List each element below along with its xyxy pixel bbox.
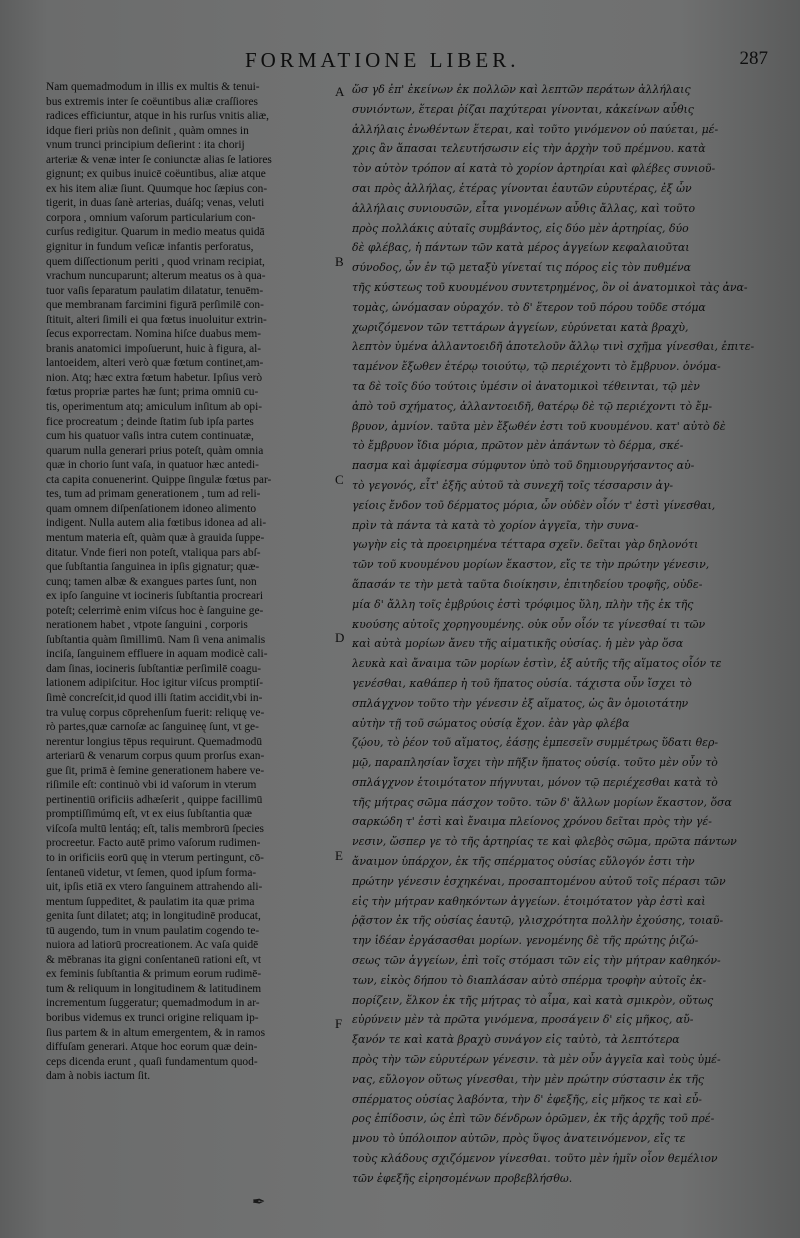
running-title: FORMATIONE LIBER.	[245, 48, 520, 72]
greek-line: την ἰδέαν ἐργάσασθαι μορίων. γενομένης δὲ τῆς πρώτης ῥιζώ-	[352, 934, 699, 948]
greek-line: σπέρματος οὐσίας λαβόντα, τὴν δ' ἐφεξῆς, εἰς μῆκος τε καὶ εὖ-	[352, 1092, 702, 1106]
latin-line: poteſt; celerrimè enim viſcus hoc è ſanguine ge-	[46, 604, 264, 617]
greek-line: τῆς μήτρας σῶμα πάσχον τοῦτο. τῶν δ' ἄλλων μορίων ἕκαστον, ὅσα	[352, 795, 732, 809]
latin-line: boribus videmus ex trunci origine reliquam ip-	[46, 1012, 259, 1024]
latin-line: cunq; tamen albæ & exangues partes ſunt, non	[46, 575, 257, 588]
greek-line: ἄναιμον ὑπάρχον, ἐκ τῆς σπέρματος οὐσίας εὔλογόν ἐστι τὴν	[352, 855, 695, 869]
latin-line: radices efficiuntur, atque in his rurſus vnitis aliæ,	[46, 110, 269, 123]
greek-line: εὐρύνειν μὲν τὰ πρῶτα γινόμενα, προσάγειν δ' εἰς μῆκος, αὔ-	[352, 1013, 694, 1027]
margin-letter-c: C	[335, 472, 344, 487]
latin-line: tum & reliquum in longitudinem & latitudinem	[46, 982, 262, 995]
ink-mark-icon: ✒	[252, 1192, 266, 1211]
greek-line: πρώτην γένεσιν ἐσχηκέναι, προσαπτομένου αὐτοῦ τοῖς πέρασι τῶν	[352, 874, 726, 888]
greek-line: τομὰς, ὠνόμασαν οὐραχόν. τὸ δ' ἕτερον τοῦ πόρου τοῦδε στόμα	[352, 300, 706, 314]
latin-line: gignitur in fundum veſicæ infantis perforatus,	[46, 241, 254, 254]
greek-line: γενέσθαι, καθάπερ ἡ τοῦ ἥπατος οὐσία. τάχιστα οὖν ἴσχει τὸ	[352, 676, 692, 690]
greek-line: ταμένον ἔξωθεν ἑτέρῳ τοιούτῳ, τῷ περιέχοντι τὸ ἔμβρυον. ὀνόμα-	[352, 360, 721, 374]
latin-line: inciſa, ſanguinem effluere in aquam modicè cali-	[46, 648, 268, 661]
greek-line: τὸν αὐτὸν τρόπον αἱ κατὰ τὸ χορίον ἀρτηρίαι καὶ φλέβες συνιοῦ-	[352, 162, 716, 176]
latin-line: ſecus exporrectam. Nomina hiſce duabus mem-	[46, 328, 262, 341]
greek-line: τὸ γεγονός, εἶτ' ἐξῆς αὐτοῦ τὰ συνεχῆ τοῖς τέσσαρσιν ἀγ-	[352, 478, 674, 492]
latin-line: riſimile eſt: continuò vbi id vaſorum in vterum	[46, 779, 257, 792]
latin-line: idque fieri priùs non deſinit , quàm omnes in	[46, 124, 249, 137]
latin-line: ſubſtantia quàm ſimillimū. Nam ſi vena animalis	[46, 633, 266, 646]
greek-line: μία δ' ἄλλη τοῖς ἐμβρύοις ἐστὶ τρόφιμος ὕλη, πλὴν τῆς ἐκ τῆς	[352, 597, 694, 611]
latin-line: ex ipſo ſanguine vt iocineris ſubſtantia procreari	[46, 590, 263, 603]
latin-line: ceps dicenda erunt , quaſi fundamentum quod-	[46, 1055, 258, 1068]
latin-line: lantoeidem, alteri verò quæ fœtum continet,am-	[46, 357, 264, 370]
greek-line: κυούσης αὐτοῖς χορηγουμένης. οὐκ οὖν οἷόν τε γίνεσθαί τι τῶν	[352, 617, 706, 631]
latin-line: ſentaneū videtur, vt ſemen, quod ipſum forma-	[46, 866, 257, 879]
greek-line: ἅπασάν τε τὴν μετὰ ταῦτα διοίκησιν, ἐπιτηδείου τροφῆς, οὐδε-	[352, 577, 703, 591]
latin-line: procreetur. Facto autē primo vaſorum rudimen-	[46, 837, 261, 850]
greek-line: νεσιν, ὥσπερ γε τὸ τῆς ἀρτηρίας τε καὶ φλεβὸς σῶμα, πρῶτα πάντων	[352, 835, 737, 849]
greek-line: ἀπὸ τοῦ σχήματος, ἀλλαντοειδῆ, θατέρῳ δὲ τῷ περιέχοντι τὸ ἔμ-	[352, 399, 713, 413]
greek-line: ζῴου, τὸ ῥέον τοῦ αἵματος, ἐάσῃς ἐμπεσεῖν συμμέτρως ὕδατι θερ-	[352, 736, 719, 750]
latin-line: to in orificiis eorū quę in vterum pertingunt, cō-	[46, 851, 264, 864]
latin-line: tigerit, in duas ſanè arterias, duáſq; venas, veluti	[46, 197, 265, 210]
latin-line: dam à nobis iactum ſit.	[46, 1070, 151, 1083]
greek-line: χρις ἂν ἅπασαι τελευτήσωσιν εἰς τὴν ἀρχὴν τοῦ πρέμνου. κατὰ	[352, 142, 706, 156]
latin-line: vrachum nuncuparunt; alterum meatus os à qua-	[46, 270, 266, 283]
greek-text-column	[352, 80, 772, 1190]
greek-line: σπλάγχνον τοῦτο τὴν γένεσιν ἐξ αἵματος, ὡς ἂν ὁμοιοτάτην	[352, 696, 689, 710]
latin-line: tra vuluę corpus cōprehenſum fuerit: reliquę ve-	[46, 706, 265, 719]
greek-line: τῶν ἐφεξῆς εἰρησομένων προβεβλήσθω.	[352, 1171, 573, 1185]
greek-line: γωγὴν εἰς τὰ προειρημένα τέτταρα σχεῖν. δεῖται γὰρ δηλονότι	[352, 538, 699, 552]
greek-line: χωριζόμενον τῶν τεττάρων ἀγγείων, εὐρύνεται κατὰ βραχὺ,	[352, 320, 689, 334]
latin-line: nerentur longius tēpus requirunt. Quemadmodū	[46, 735, 263, 748]
margin-letter-d: D	[335, 630, 345, 645]
latin-line: quæ in chorio ſunt vaſa, in quatuor hæc antedi-	[46, 459, 259, 472]
latin-line: diffuſam generari. Atque hoc eorum quæ dein-	[46, 1041, 258, 1054]
greek-line: βρυον, ἀμνίον. ταῦτα μὲν ἔξωθέν ἐστι τοῦ κυουμένου. κατ' αὐτὸ δὲ	[352, 419, 726, 433]
greek-line: σεως τῶν ἀγγείων, ἐπὶ τοῖς στόμασι τῶν εἰς τὴν μήτραν καθηκόν-	[352, 954, 721, 968]
greek-line: τῶν τοῦ κυουμένου μορίων ἕκαστον, εἴς τε τὴν πρώτην γένεσιν,	[352, 558, 710, 572]
latin-line: rò partes,quæ carnoſæ ac ſanguineę ſunt, vt ge-	[46, 721, 259, 734]
latin-line: arteriarū & venarum corpus quum prorſus exan-	[46, 750, 265, 763]
greek-line: γείοις ἔνδον τοῦ δέρματος μόρια, ὧν οὐδὲν οἷόν τ' ἐστὶ γίνεσθαι,	[352, 498, 716, 512]
page-number: 287	[739, 48, 768, 69]
greek-line: ῥᾷστον ἐκ τῆς οὐσίας ἑαυτῷ, γλισχρότητα πολλὴν ἐχούσης, τοιαῦ-	[352, 914, 724, 928]
latin-line: corpora , omnium vaſorum particularium con-	[46, 211, 256, 224]
latin-line: mentum ſuppeditet, & paulatim ita quæ prima	[46, 895, 255, 908]
greek-line: συνιόντων, ἕτεραι ῥίζαι παχύτεραι γίνονται, κἀκείνων αὖθις	[352, 102, 694, 116]
latin-line: arteriæ & venæ inter ſe coniunctæ alias ſe latiores	[46, 153, 272, 166]
greek-line: πρὸς τὴν τῶν εὐρυτέρων γένεσιν. τὰ μὲν οὖν ἀγγεῖα καὶ τοὺς ὑμέ-	[352, 1053, 721, 1067]
latin-line: nerationem habet , vtpote ſanguini , corporis	[46, 619, 248, 632]
margin-letter-e: E	[335, 848, 343, 863]
latin-line: fice procreatum ; deinde ſtatim ſub ipſa partes	[46, 415, 254, 428]
greek-line: νας, εὔλογον οὕτως γίνεσθαι, τὴν μὲν πρώτην σύστασιν ἐκ τῆς	[352, 1072, 704, 1086]
latin-line: ſtituit, alteri ſimili ei qua fœtus inuoluitur extrin-	[46, 313, 267, 326]
latin-line: branis anatomici impoſuerunt, huic à figura, al-	[46, 342, 262, 355]
greek-line: ἀλλήλαις ἑνωθέντων ἕτεραι, καὶ τοῦτο γινόμενον οὐ παύεται, μέ-	[352, 122, 719, 136]
latin-line: gignunt; ex quibus inuicē coëuntibus, aliæ atque	[46, 168, 266, 181]
greek-line: εἰς τὴν μήτραν καθηκόντων ἀγγείων. ἑτοιμότατον γὰρ ἐστὶ καὶ	[352, 894, 706, 908]
latin-line: gue ſit, primā è ſemine generationem habere ve-	[46, 764, 265, 777]
latin-line: nion. Atq; hæc extra fœtum habetur. Ipſius verò	[46, 371, 263, 384]
greek-line: μῷ, παραπλησίαν ἴσχει τὴν πῆξιν ἥπατος οὐσίᾳ. τοῦτο μὲν οὖν τὸ	[352, 756, 718, 770]
latin-line: ſius partem & in altum emergentem, & in ramos	[46, 1026, 266, 1039]
greek-line: πρὸς πολλάκις αὐταῖς συμβάντος, εἰς δύο μὲν ἀρτηρίας, δύο	[352, 221, 689, 235]
greek-line: λευκὰ καὶ ἄναιμα τῶν μορίων ἐστὶν, ἐξ αὐτῆς τῆς αἵματος οἷόν τε	[352, 657, 722, 671]
latin-line: mentum materia eſt, quàm quæ à grauida ſuppe-	[46, 531, 265, 544]
greek-line: λεπτὸν ὑμένα ἀλλαντοειδῆ ἀποτελοῦν ἄλλῳ τινὶ σχῆμα γίνεσθαι, ἐπιτε-	[352, 340, 755, 354]
latin-line: que ſubſtantia ſanguinea in ipſis gignatur; quæ-	[46, 561, 260, 574]
latin-line: lationem adipiſcitur. Hoc igitur viſcus promptiſ-	[46, 677, 264, 690]
greek-line: ρος ἐπίδοσιν, ὡς ἐπὶ τῶν δένδρων ὁρῶμεν, ἐκ τῆς ἀρχῆς τοῦ πρέ-	[352, 1112, 715, 1126]
greek-line: αὐτὴν τῇ τοῦ σώματος οὐσίᾳ ἔχον. ἐὰν γὰρ φλέβα	[352, 716, 630, 730]
greek-line: δὲ φλέβας, ἡ πάντων τῶν κατὰ μέρος ἀγγείων κεφαλαιοῦται	[352, 241, 690, 255]
latin-line: promptiſſimúmq eſt, vt ex eius ſubſtantia quæ	[46, 808, 252, 821]
latin-line: cum his quatuor vaſis intra cutem continuatæ,	[46, 430, 254, 443]
latin-line: incrementum ſuggeratur; quemadmodum in ar-	[46, 997, 260, 1010]
latin-line: dam ſinas, iocineris ſubſtantiæ perſimilē coagu-	[46, 662, 262, 675]
greek-line: τὸ ἔμβρυον ἴδια μόρια, πρῶτον μὲν ἁπάντων τὸ δέρμα, σκέ-	[352, 439, 684, 453]
latin-line: Nam quemadmodum in illis ex multis & tenui-	[46, 81, 260, 93]
margin-letter-b: B	[335, 254, 344, 269]
latin-line: quam omnem diſpenſationem idoneo alimento	[46, 502, 257, 515]
latin-line: quem diſſectionum periti , quod vrinam recipiat,	[46, 255, 265, 268]
greek-line: τῆς κύστεως τοῦ κυουμένου συντετρημένος, ὃν οἱ ἀνατομικοὶ τὰς ἀνα-	[352, 280, 748, 294]
latin-line: ſimè concreſcit,id quod illi ſtatim accidit,vbi in-	[46, 691, 263, 704]
latin-text-column	[46, 80, 336, 1190]
greek-line: τοὺς κλάδους σχιζόμενον γίνεσθαι. τοῦτο μὲν ἡμῖν οἷον θεμέλιον	[352, 1152, 718, 1166]
greek-line: σύνοδος, ὧν ἐν τῷ μεταξὺ γίνεταί τις πόρος εἰς τὸν πυθμένα	[352, 261, 692, 275]
latin-line: pertinentiū orificiis adhæſerit , quippe facillimū	[46, 793, 263, 806]
greek-line: σαι πρὸς ἀλλήλας, ἑτέρας γίνονται ἑαυτῶν εὐρυτέρας, ἐξ ὧν	[352, 181, 692, 195]
greek-line: ξανόν τε καὶ κατὰ βραχὺ συνάγον εἰς ταὐτὸ, τὰ λεπτότερα	[352, 1033, 680, 1047]
margin-letters	[335, 80, 353, 1190]
margin-letter-f: F	[335, 1016, 343, 1031]
greek-line: μνου τὸ ὑπόλοιπον αὐτῶν, πρὸς ὕψος ἀνατεινόμενον, εἴς τε	[352, 1132, 686, 1146]
latin-line: curſus redigitur. Quarum in medio meatus quidā	[46, 226, 265, 239]
latin-line: cta capita conuenerint. Quippe ſingulæ fœtus par-	[46, 473, 272, 486]
latin-line: tis, operimentum atq; amiculum inſitum ab opi-	[46, 401, 263, 414]
latin-line: ex feminis ſubſtantia & primum eorum rudimē-	[46, 968, 262, 981]
greek-line: πορίζειν, ἕλκον ἐκ τῆς μήτρας τὸ αἷμα, καὶ κατὰ σμικρὸν, οὕτως	[352, 993, 714, 1007]
page-header	[0, 48, 800, 78]
latin-line: tes, tum ad primam generationem , tum ad reli-	[46, 488, 261, 501]
latin-line: quarum nulla generari prius poteſt, quàm omnia	[46, 444, 264, 457]
margin-letter-a: A	[335, 84, 345, 99]
latin-line: vnum trunci principium deſierint : ita chorij	[46, 139, 245, 152]
latin-line: uit, ipſis etiā ex vtero ſanguinem attrahendo ali-	[46, 881, 263, 894]
latin-line: tuor vaſis ſeparatum paulatim dilatatur, tenuēm-	[46, 284, 264, 297]
latin-line: fœtus propriæ partes hæ ſunt; prima omniū cu-	[46, 386, 259, 399]
greek-line: ἀλλήλαις συνιουσῶν, εἶτα γινομένων αὖθις ἄλλας, καὶ τοῦτο	[352, 201, 696, 215]
latin-line: ex his item aliæ ſiunt. Quumque hoc ſæpius con-	[46, 182, 268, 195]
greek-line: σπλάγχνον ἑτοιμότατον πήγνυται, μόνον τῷ περιέχεσθαι κατὰ τὸ	[352, 775, 718, 789]
latin-line: tū augendo, tum in vnum paulatim cogendo te-	[46, 924, 260, 937]
latin-line: nuiora ad latiorū procreationem. Ac vaſa quidē	[46, 939, 259, 952]
latin-line: & mēbranas ita gigni conſentaneū rationi eſt, vt	[46, 953, 262, 966]
greek-line: πασμα καὶ ἀμφίεσμα σύμφυτον ὑπὸ τοῦ δημιουργήσαντος αὐ-	[352, 459, 695, 473]
greek-line: καὶ αὐτὰ μορίων ἄνευ τῆς αἱματικῆς οὐσίας. ἡ μὲν γὰρ ὅσα	[352, 637, 684, 651]
latin-line: viſcoſa multū lentáq; eſt, talis membrorū ſpecies	[46, 822, 264, 835]
latin-line: ditatur. Vnde fieri non poteſt, vtaliqua pars abſ-	[46, 546, 261, 559]
latin-line: que membranam farcimini figurā perſimilē con-	[46, 299, 264, 312]
latin-line: genita ſunt dilatet; atq; in longitudinē producat,	[46, 910, 261, 923]
greek-line: ὥσ γδ ἐπ' ἐκείνων ἐκ πολλῶν καὶ λεπτῶν περάτων ἀλλήλαις	[352, 83, 691, 96]
greek-line: πρὶν τὰ πάντα τὰ κατὰ τὸ χορίον ἀγγεῖα, τὴν συνα-	[352, 518, 639, 532]
latin-line: bus extremis inter ſe coëuntibus aliæ craſſiores	[46, 95, 258, 108]
latin-line: indigent. Nulla autem alia fœtibus idonea ad ali-	[46, 517, 267, 530]
greek-line: σαρκώδη τ' ἐστὶ καὶ ἔναιμα πλείονος χρόνου δεῖται πρὸς τὴν γέ-	[352, 815, 712, 829]
greek-line: τα δὲ τοῖς δύο τούτοις ὑμέσιν οἱ ἀνατομικοὶ τέθεινται, τῷ μὲν	[352, 379, 700, 393]
greek-line: των, εἰκὸς δήπου τὸ διαπλάσαν αὐτὸ σπέρμα τροφὴν αὐτοῖς ἐκ-	[352, 973, 707, 987]
